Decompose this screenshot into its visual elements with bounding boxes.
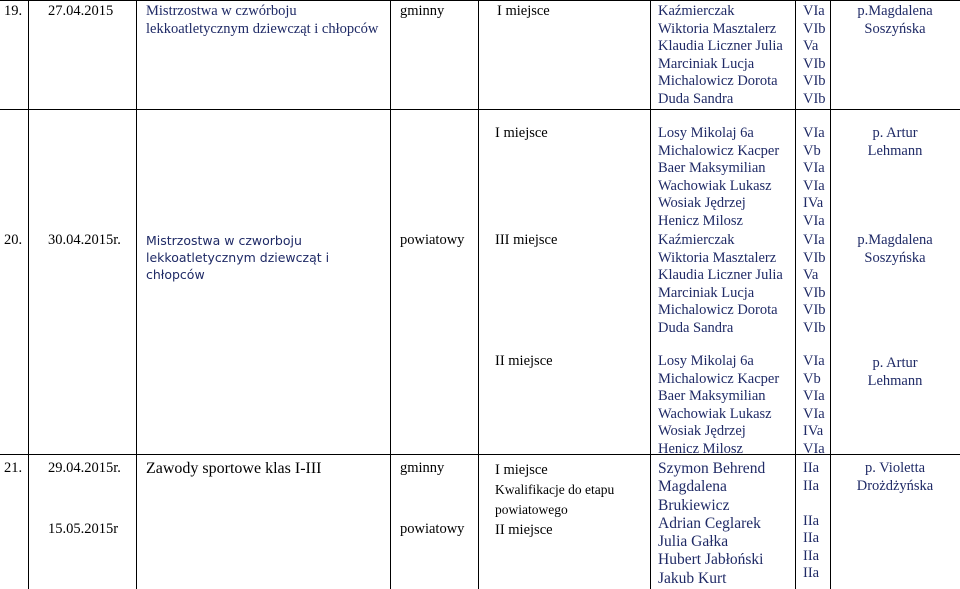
- student-name: Kaźmierczak: [658, 3, 735, 19]
- student-name: Baer Maksymilian: [658, 388, 766, 404]
- student-name: Wosiak Jędrzej: [658, 423, 746, 439]
- row-19-date: 27.04.2015: [48, 3, 114, 19]
- column-divider-level: [478, 0, 479, 589]
- column-divider-number: [28, 0, 29, 589]
- class-label: VIb: [803, 90, 826, 107]
- row-21-teacher: [838, 460, 952, 495]
- class-label: VIa: [803, 177, 825, 194]
- student-name: Szymon Behrend: [658, 460, 766, 477]
- student-name: Wosiak Jędrzej: [658, 195, 746, 211]
- student-name: Losy Mikolaj 6a: [658, 353, 754, 369]
- class-label: VIb: [803, 302, 826, 318]
- row-19-classes: [803, 3, 826, 108]
- class-label: IIa: [803, 565, 820, 581]
- class-label: IIa: [803, 547, 820, 564]
- row-20-entry-2-students: [658, 232, 783, 337]
- student-name: Klaudia: [658, 267, 704, 283]
- row-20-entry-2-teacher: [838, 232, 952, 267]
- student-name-group: [658, 267, 783, 285]
- class-label: VIa: [803, 405, 825, 422]
- class-label: VIa: [803, 232, 825, 248]
- student-name: Losy Mikolaj 6a: [658, 125, 754, 141]
- student-name: Wiktoria Masztalerz: [658, 249, 777, 266]
- class-label: Vb: [803, 142, 821, 159]
- row-divider-19-20: [0, 109, 960, 110]
- teacher-line: Lehmann: [867, 372, 923, 389]
- student-name-group: [658, 21, 783, 39]
- row-19-level: gminny: [400, 3, 445, 19]
- student-name-group: [658, 250, 783, 268]
- row-20-entry-3-classes: [803, 353, 825, 458]
- student-name: Michalowicz Dorota: [658, 73, 778, 89]
- row-19-teacher: [838, 3, 952, 38]
- place-line: I miejsce: [495, 462, 548, 478]
- student-name: Duda Sandra: [658, 90, 734, 107]
- teacher-line: p.Magdalena: [857, 232, 933, 248]
- class-label: VIa: [803, 353, 825, 369]
- student-name: Henicz Milosz: [658, 440, 743, 457]
- student-name: Wachowiak Lukasz: [658, 177, 772, 194]
- class-label: VIa: [803, 160, 825, 176]
- class-label: IIa: [803, 512, 820, 529]
- teacher-line: Soszyńska: [864, 20, 926, 37]
- class-label: Va: [803, 267, 819, 283]
- row-20-level: powiatowy: [400, 232, 465, 248]
- class-label: IIa: [803, 530, 820, 546]
- teacher-line: Lehmann: [867, 142, 923, 159]
- row-20-entry-2-classes: [803, 232, 826, 337]
- student-name-group: [658, 38, 783, 56]
- place-line: powiatowego: [495, 502, 568, 517]
- column-divider-place: [650, 0, 651, 589]
- class-label: VIa: [803, 3, 825, 19]
- student-name: Michalowicz Kacper: [658, 142, 780, 159]
- row-19-competition: Mistrzostwa w czwórboju lekkoatletycznym dziewcząt i chłopców: [146, 3, 379, 37]
- row-21-students: [658, 460, 765, 588]
- class-label: IIa: [803, 460, 820, 476]
- class-label: Va: [803, 38, 819, 54]
- class-label: VIb: [803, 20, 826, 37]
- class-label: VIa: [803, 212, 825, 229]
- row-21-date: 29.04.2015r.: [48, 460, 121, 476]
- student-name: Kaźmierczak: [658, 232, 735, 248]
- student-name: Adrian Ceglarek: [658, 514, 761, 532]
- column-divider-class: [830, 0, 831, 589]
- place-line: Kwalifikacje do etapu: [495, 482, 615, 497]
- row-21-date-2: 15.05.2015r: [48, 521, 119, 537]
- row-divider-top: [0, 0, 960, 1]
- row-20-entry-1-place: I miejsce: [495, 125, 548, 141]
- student-name: Hubert Jabłoński: [658, 551, 764, 569]
- class-label: VIa: [803, 440, 825, 457]
- column-divider-date: [136, 0, 137, 589]
- class-label: VIa: [803, 125, 825, 141]
- row-19-students: [658, 3, 783, 108]
- class-label: IVa: [803, 195, 824, 211]
- student-name: Duda Sandra: [658, 319, 734, 336]
- row-21-level-2: powiatowy: [400, 521, 465, 537]
- place-line: II miejsce: [495, 522, 553, 538]
- row-21-level: gminny: [400, 460, 445, 476]
- row-20-date: 30.04.2015r.: [48, 232, 121, 248]
- row-21-competition: Zawody sportowe klas I-III: [146, 460, 322, 477]
- teacher-line: Drożdżyńska: [856, 477, 934, 494]
- student-name: Henicz Milosz: [658, 212, 743, 229]
- student-name: Marciniak Lucja: [658, 55, 755, 72]
- row-20-entry-3-students: [658, 353, 779, 458]
- row-20-entry-1-classes: [803, 125, 825, 230]
- teacher-line: p. Artur: [872, 125, 918, 141]
- row-19-place: I miejsce: [497, 3, 550, 19]
- student-name: Julia Gałka: [658, 533, 729, 551]
- row-21-classes: [803, 460, 819, 583]
- class-label: VIb: [803, 284, 826, 301]
- student-name: Wachowiak Lukasz: [658, 405, 772, 422]
- student-name: Wiktoria Masztalerz: [658, 20, 777, 37]
- teacher-line: Soszyńska: [864, 249, 926, 266]
- row-21-place: [495, 460, 614, 540]
- class-label: VIb: [803, 249, 826, 266]
- student-name: Michalowicz Dorota: [658, 302, 778, 318]
- row-20-entry-1-teacher: [838, 125, 952, 160]
- row-20-number: 20.: [4, 232, 23, 248]
- class-gap: [803, 495, 819, 513]
- column-divider-competition: [390, 0, 391, 589]
- row-19-number: 19.: [4, 3, 23, 19]
- row-20-entry-3-place: II miejsce: [495, 353, 553, 369]
- teacher-line: p. Violetta: [864, 460, 926, 476]
- class-label: VIa: [803, 388, 825, 404]
- student-name: Marciniak Lucja: [658, 284, 755, 301]
- row-20-entry-3-teacher: [838, 355, 952, 390]
- student-name: Liczner Julia: [707, 38, 783, 54]
- teacher-line: p.Magdalena: [857, 3, 933, 19]
- row-21-number: 21.: [4, 460, 23, 476]
- class-label: VIb: [803, 319, 826, 336]
- student-name: Magdalena: [658, 478, 727, 496]
- row-20-competition: Mistrzostwa w czworboju lekkoatletycznym dziewcząt i chłopców: [146, 233, 330, 282]
- student-name: Jakub Kurt: [658, 569, 727, 587]
- class-label: Vb: [803, 370, 821, 387]
- class-label: VIb: [803, 55, 826, 72]
- column-divider-students: [795, 0, 796, 589]
- student-name: Klaudia: [658, 38, 704, 54]
- row-20-entry-1-students: [658, 125, 779, 230]
- class-label: VIb: [803, 73, 826, 89]
- student-name: Liczner Julia: [707, 267, 783, 283]
- row-20-entry-2-place: III miejsce: [495, 232, 558, 248]
- teacher-line: p. Artur: [872, 355, 918, 371]
- class-label: IIa: [803, 477, 820, 494]
- student-name: Baer Maksymilian: [658, 160, 766, 176]
- class-label: IVa: [803, 423, 824, 439]
- student-name: Brukiewicz: [658, 496, 730, 514]
- student-name: Michalowicz Kacper: [658, 370, 780, 387]
